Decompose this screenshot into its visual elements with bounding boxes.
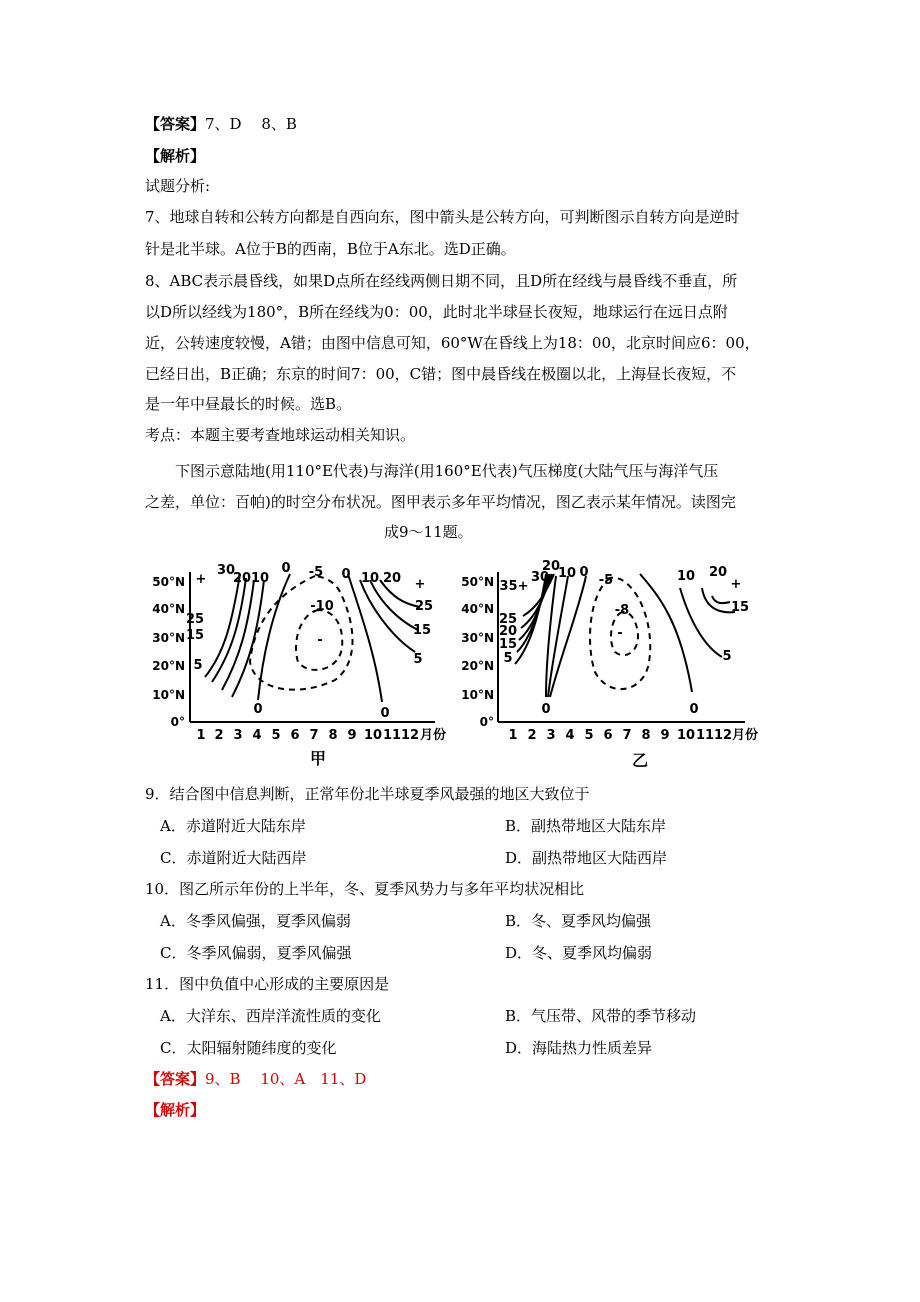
question-10-option-a: A．冬季风偏强，夏季风偏弱 bbox=[160, 912, 351, 930]
analysis-line: 近，公转速度较慢，A错；由图中信息可知，60°W在昏线上为18：00，北京时间应6：00， bbox=[145, 334, 760, 352]
x-tick: 7 bbox=[622, 728, 632, 743]
kaodian-line: 考点：本题主要考查地球运动相关知识。 bbox=[145, 426, 416, 444]
y-tick: 0° bbox=[170, 715, 185, 729]
contour-label: 0 bbox=[281, 561, 291, 576]
contour-label: -5 bbox=[598, 573, 614, 588]
answer-text-1: 7、D 8、B bbox=[205, 115, 297, 133]
y-tick: 10°N bbox=[152, 688, 185, 702]
contour-label: 0 bbox=[253, 702, 263, 717]
x-tick: 8 bbox=[328, 728, 338, 743]
answer-text-2: 9、B 10、A 11、D bbox=[205, 1070, 367, 1088]
panel-caption: 甲 bbox=[309, 749, 327, 768]
question-11-option-d: D．海陆热力性质差异 bbox=[505, 1039, 653, 1057]
y-tick: 30°N bbox=[461, 631, 494, 645]
contour-label: 10 bbox=[360, 571, 380, 586]
contour-label: -10 bbox=[310, 599, 334, 614]
x-tick: 9 bbox=[347, 728, 357, 743]
intro-line-3: 成9～11题。 bbox=[384, 523, 473, 541]
contour-label: 10 bbox=[676, 569, 696, 584]
analysis-line: 是一年中昼最长的时候。选B。 bbox=[145, 395, 352, 413]
contour-label: - bbox=[317, 633, 323, 648]
contour-label: 30 bbox=[216, 563, 236, 578]
contour-label: 0 bbox=[689, 702, 699, 717]
question-10-option-c: C．冬季风偏弱，夏季风偏强 bbox=[160, 944, 352, 962]
x-tick: 10 bbox=[676, 728, 696, 743]
contour-label: 5 bbox=[503, 651, 513, 666]
x-tick: 8 bbox=[641, 728, 651, 743]
answer-line-1 bbox=[145, 114, 297, 134]
y-tick: 40°N bbox=[152, 602, 185, 616]
x-unit: 月份 bbox=[420, 728, 447, 743]
y-tick: 50°N bbox=[461, 575, 494, 589]
contour-label: 25 bbox=[414, 599, 434, 614]
y-tick: 50°N bbox=[152, 575, 185, 589]
question-11-option-b: B．气压带、风带的季节移动 bbox=[505, 1007, 697, 1025]
y-tick: 40°N bbox=[461, 602, 494, 616]
contour-label: 10 bbox=[557, 566, 577, 581]
x-tick: 3 bbox=[546, 728, 556, 743]
analysis-line: 针是北半球。A位于B的西南，B位于A东北。选D正确。 bbox=[145, 240, 516, 258]
contour-label: 15 bbox=[185, 628, 205, 643]
question-9-option-d: D．副热带地区大陆西岸 bbox=[505, 849, 668, 867]
contour-label: 15 bbox=[412, 623, 432, 638]
x-tick: 12 bbox=[400, 728, 420, 743]
x-tick: 6 bbox=[603, 728, 613, 743]
contour-label: 20 bbox=[541, 559, 561, 574]
contour-label: 30 bbox=[530, 570, 550, 585]
analysis-line: 已经日出，B正确；东京的时间7：00，C错；图中晨昏线在极圈以北，上海昼长夜短，不 bbox=[145, 365, 737, 383]
contour-label: 25 bbox=[185, 612, 205, 627]
question-10-option-b: B．冬、夏季风均偏强 bbox=[505, 912, 652, 930]
x-tick: 7 bbox=[309, 728, 319, 743]
x-tick: 3 bbox=[233, 728, 243, 743]
y-tick: 0° bbox=[479, 715, 494, 729]
x-tick: 1 bbox=[508, 728, 518, 743]
x-tick: 2 bbox=[214, 728, 224, 743]
analysis-line: 7、地球自转和公转方向都是自西向东，图中箭头是公转方向，可判断图示自转方向是逆时 bbox=[145, 208, 740, 226]
contour-label: 0 bbox=[579, 565, 589, 580]
question-10-stem: 10．图乙所示年份的上半年，冬、夏季风势力与多年平均状况相比 bbox=[145, 880, 585, 898]
contour-label: 20 bbox=[232, 571, 252, 586]
panel-caption: 乙 bbox=[631, 751, 649, 770]
y-tick: 10°N bbox=[461, 688, 494, 702]
answer-tag-2: 【答案】 bbox=[145, 1070, 206, 1088]
intro-line-2: 之差，单位：百帕)的时空分布状况。图甲表示多年平均情况，图乙表示某年情况。读图完 bbox=[145, 493, 736, 511]
contour-label: 15 bbox=[498, 637, 518, 652]
contour-label: 35+ bbox=[499, 579, 529, 594]
x-unit: 月份 bbox=[732, 728, 759, 743]
contour-label: 5 bbox=[722, 649, 732, 664]
x-tick: 12 bbox=[713, 728, 733, 743]
y-tick: 20°N bbox=[152, 659, 185, 673]
x-tick: 5 bbox=[584, 728, 594, 743]
question-10-option-d: D．冬、夏季风均偏弱 bbox=[505, 944, 653, 962]
contour-label: -8 bbox=[614, 603, 630, 618]
contour-label: 20 bbox=[382, 571, 402, 586]
contour-label: + bbox=[414, 577, 426, 592]
intro-line-1: 下图示意陆地(用110°E代表)与海洋(用160°E代表)气压梯度(大陆气压与海洋气压 bbox=[175, 462, 719, 480]
analysis-intro: 试题分析: bbox=[145, 177, 211, 195]
answer-tag-1: 【答案】 bbox=[145, 115, 206, 133]
panel-jia bbox=[152, 561, 446, 768]
x-tick: 10 bbox=[363, 728, 383, 743]
x-tick: 2 bbox=[527, 728, 537, 743]
y-tick: 30°N bbox=[152, 631, 185, 645]
contour-label: - bbox=[617, 626, 623, 641]
analysis-line: 8、ABC表示晨昏线，如果D点所在经线两侧日期不同，且D所在经线与晨昏线不垂直，所 bbox=[145, 272, 738, 290]
panel-yi bbox=[461, 559, 758, 770]
answer-line-2 bbox=[145, 1069, 366, 1089]
analysis-line: 以D所以经线为180°，B所在经线为0：00，此时北半球昼长夜短，地球运行在远日点附 bbox=[145, 303, 728, 321]
question-9-option-b: B．副热带地区大陆东岸 bbox=[505, 817, 667, 835]
contour-label: 15 bbox=[730, 600, 750, 615]
x-tick: 4 bbox=[565, 728, 575, 743]
x-tick: 1 bbox=[196, 728, 206, 743]
contour-label: 20 bbox=[708, 565, 728, 580]
analysis-heading-2: 【解析】 bbox=[145, 1101, 206, 1119]
question-11-option-a: A．大洋东、西岸洋流性质的变化 bbox=[160, 1007, 381, 1025]
x-tick: 5 bbox=[271, 728, 281, 743]
contour-label: 0 bbox=[380, 706, 390, 721]
contour-label: 0 bbox=[341, 567, 351, 582]
pressure-gradient-figure bbox=[0, 552, 920, 782]
contour-label: 0 bbox=[541, 702, 551, 717]
contour-label: -5 bbox=[308, 565, 324, 580]
x-tick: 11 bbox=[382, 728, 402, 743]
x-tick: 4 bbox=[252, 728, 262, 743]
contour-label: 5 bbox=[193, 658, 203, 673]
y-tick: 20°N bbox=[461, 659, 494, 673]
question-9-option-c: C．赤道附近大陆西岸 bbox=[160, 849, 307, 867]
question-11-stem: 11．图中负值中心形成的主要原因是 bbox=[145, 975, 390, 993]
question-9-stem: 9．结合图中信息判断，正常年份北半球夏季风最强的地区大致位于 bbox=[145, 785, 590, 803]
contour-label: 10 bbox=[250, 571, 270, 586]
contour-label: 20 bbox=[498, 624, 518, 639]
question-9-option-a: A．赤道附近大陆东岸 bbox=[160, 817, 306, 835]
x-tick: 11 bbox=[695, 728, 715, 743]
question-11-option-c: C．太阳辐射随纬度的变化 bbox=[160, 1039, 337, 1057]
contour-label: + bbox=[730, 577, 742, 592]
x-tick: 9 bbox=[660, 728, 670, 743]
analysis-heading-1: 【解析】 bbox=[145, 147, 206, 165]
contour-label: 25 bbox=[498, 612, 518, 627]
x-tick: 6 bbox=[290, 728, 300, 743]
contour-label: + bbox=[195, 572, 207, 587]
contour-label: 5 bbox=[413, 652, 423, 667]
